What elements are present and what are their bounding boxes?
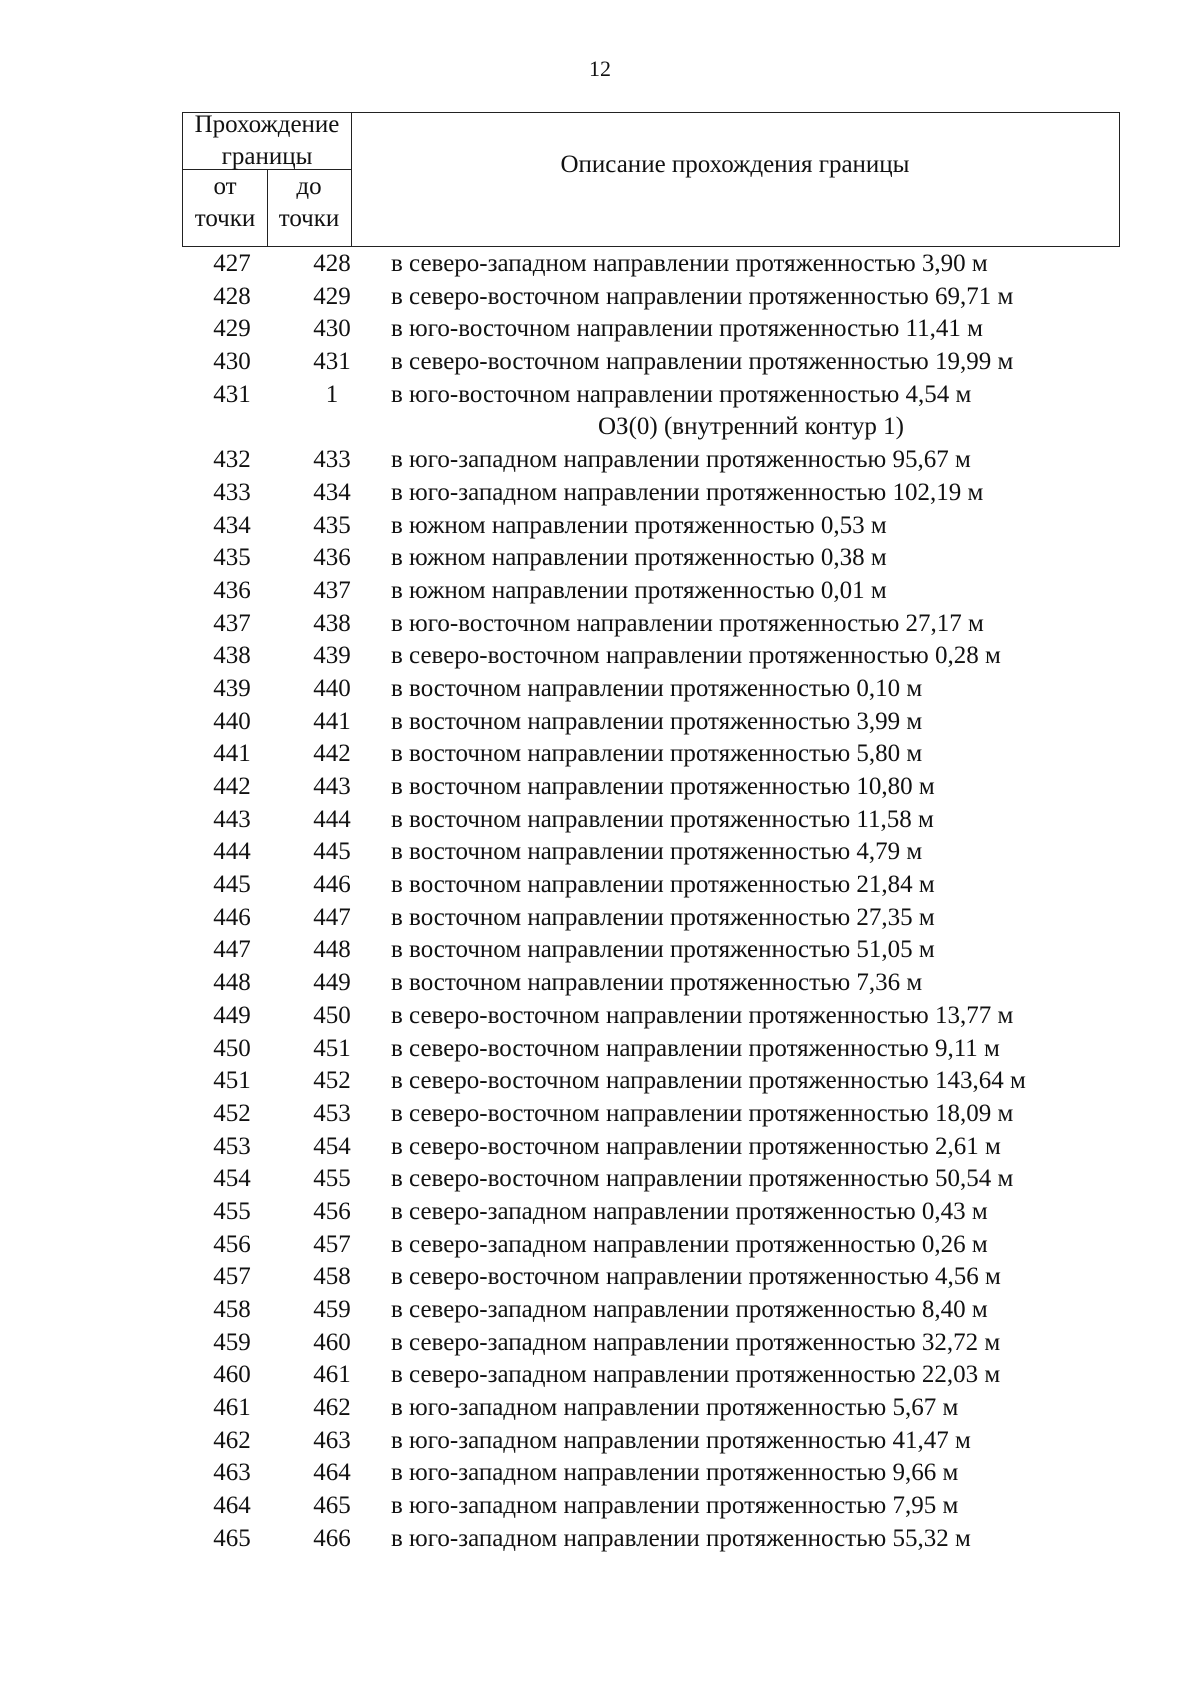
boundary-description: в северо-западном направлении протяженностью 0,26 м [391,1230,988,1258]
boundary-description: в северо-восточном направлении протяженностью 69,71 м [391,282,1014,310]
to-point: 455 [313,1165,351,1193]
header-from-label: от точки [194,173,256,232]
table-row [0,1131,1200,1164]
from-point: 434 [213,511,251,539]
boundary-description: в северо-западном направлении протяженностью 22,03 м [391,1361,1001,1389]
boundary-description: в северо-западном направлении протяженностью 0,43 м [391,1197,988,1225]
to-point: 466 [313,1524,351,1552]
from-point: 448 [213,969,251,997]
boundary-description: в юго-западном направлении протяженностью 7,95 м [391,1492,959,1520]
to-point: 451 [313,1034,351,1062]
table-row [0,673,1200,706]
from-point: 428 [213,282,251,310]
boundary-description: в северо-восточном направлении протяженностью 50,54 м [391,1165,1014,1193]
from-point: 457 [213,1263,251,1291]
table-row [0,1294,1200,1327]
to-point: 464 [313,1459,351,1487]
boundary-description: в северо-восточном направлении протяженностью 143,64 м [391,1067,1026,1095]
from-point: 442 [213,773,251,800]
to-point: 453 [313,1099,351,1127]
boundary-description: в юго-западном направлении протяженностью 102,19 м [391,478,984,506]
boundary-description: в восточном направлении протяженностью 10,80 м [391,773,935,800]
table-row [0,477,1200,510]
table-row [0,934,1200,967]
boundary-description: в восточном направлении протяженностью 11,58 м [391,805,934,833]
table-row [0,1457,1200,1490]
table-row [0,836,1200,869]
table-row [0,1163,1200,1196]
table-row [0,281,1200,314]
from-point: 460 [213,1361,251,1389]
boundary-description: в юго-восточном направлении протяженностью 11,41 м [391,315,983,343]
boundary-description: в юго-восточном направлении протяженностью 27,17 м [391,609,984,637]
to-point: 459 [313,1296,351,1323]
to-point: 429 [313,282,351,310]
table-row [0,510,1200,543]
table-row [0,902,1200,935]
from-point: 455 [213,1197,251,1225]
boundary-description: в восточном направлении протяженностью 5,80 м [391,740,923,768]
table-row [0,1523,1200,1556]
table-row [0,608,1200,641]
to-point: 452 [313,1067,351,1095]
boundary-description: в южном направлении протяженностью 0,38 м [391,544,887,572]
to-point: 441 [313,707,351,735]
table-body [0,248,1200,1556]
header-to-label: до точки [278,173,340,232]
to-point: 437 [313,576,351,604]
from-point: 446 [213,903,251,931]
table-row [0,1261,1200,1294]
boundary-description: в восточном направлении протяженностью 27,35 м [391,903,935,931]
from-point: 445 [213,871,251,899]
boundary-description: в юго-западном направлении протяженностью 41,47 м [391,1426,971,1454]
boundary-description: в северо-восточном направлении протяженностью 19,99 м [391,348,1014,376]
to-point: 444 [313,805,351,833]
from-point: 433 [213,478,251,506]
from-point: 429 [213,315,251,343]
boundary-description: в северо-восточном направлении протяженностью 18,09 м [391,1099,1014,1127]
header-description-label: Описание прохождения границы [560,151,910,178]
boundary-description: в северо-восточном направлении протяженностью 2,61 м [391,1132,1001,1160]
table-row [0,1392,1200,1425]
table-row [0,1359,1200,1392]
table-row [0,869,1200,902]
table-row [0,1229,1200,1262]
boundary-description: в северо-восточном направлении протяженностью 4,56 м [391,1263,1001,1291]
from-point: 443 [213,805,251,833]
page-number: 12 [589,56,611,81]
from-point: 450 [213,1034,251,1062]
table-header [182,112,1120,247]
boundary-description: в южном направлении протяженностью 0,01 м [391,576,887,604]
table-row [0,313,1200,346]
boundary-description: в восточном направлении протяженностью 7,36 м [391,969,923,997]
table-row [0,738,1200,771]
to-point: 449 [313,969,351,997]
table-row [0,1327,1200,1360]
to-point: 465 [313,1492,351,1520]
to-point: 434 [313,478,351,506]
to-point: 436 [313,544,351,572]
table-row [0,1098,1200,1131]
to-point: 460 [313,1328,351,1356]
from-point: 449 [213,1001,251,1029]
table-row [0,444,1200,477]
to-point: 431 [313,348,351,376]
section-row [0,411,1200,444]
boundary-description: в северо-западном направлении протяженностью 3,90 м [391,250,988,277]
from-point: 451 [213,1067,251,1095]
table-row [0,1000,1200,1033]
from-point: 427 [213,250,251,277]
boundary-description: в южном направлении протяженностью 0,53 м [391,511,887,539]
table-row [0,804,1200,837]
to-point: 448 [313,936,351,964]
to-point: 456 [313,1197,351,1225]
table-row [0,542,1200,575]
from-point: 438 [213,642,251,670]
from-point: 459 [213,1328,251,1356]
to-point: 450 [313,1001,351,1029]
to-point: 454 [313,1132,351,1160]
boundary-description: в восточном направлении протяженностью 4,79 м [391,838,923,866]
boundary-description: в юго-восточном направлении протяженностью 4,54 м [391,380,972,408]
to-point: 457 [313,1230,351,1258]
to-point: 428 [313,250,351,277]
to-point: 445 [313,838,351,866]
table-row [0,248,1200,281]
from-point: 447 [213,936,251,964]
boundary-description: в восточном направлении протяженностью 3,99 м [391,707,923,735]
boundary-description: в северо-западном направлении протяженностью 32,72 м [391,1328,1001,1356]
table-row [0,379,1200,412]
to-point: 442 [313,740,351,768]
table-row [0,346,1200,379]
from-point: 458 [213,1296,251,1323]
from-point: 440 [213,707,251,735]
from-point: 464 [213,1492,251,1520]
to-point: 435 [313,511,351,539]
boundary-description: в северо-восточном направлении протяженностью 0,28 м [391,642,1001,670]
from-point: 453 [213,1132,251,1160]
boundary-description: в северо-восточном направлении протяженностью 13,77 м [391,1001,1014,1029]
table-row [0,1196,1200,1229]
from-point: 461 [213,1394,251,1422]
from-point: 432 [213,446,251,474]
from-point: 439 [213,674,251,702]
boundary-description: в восточном направлении протяженностью 21,84 м [391,871,935,899]
from-point: 465 [213,1524,251,1552]
from-point: 452 [213,1099,251,1127]
to-point: 1 [325,380,339,408]
boundary-description: в восточном направлении протяженностью 0,10 м [391,674,923,702]
table-row [0,771,1200,804]
boundary-description: в восточном направлении протяженностью 51,05 м [391,936,935,964]
boundary-description: в юго-западном направлении протяженностью 5,67 м [391,1394,959,1422]
table-row [0,1425,1200,1458]
to-point: 461 [313,1361,351,1389]
from-point: 441 [213,740,251,768]
to-point: 440 [313,674,351,702]
to-point: 446 [313,871,351,899]
to-point: 462 [313,1394,351,1422]
to-point: 433 [313,446,351,474]
from-point: 462 [213,1426,251,1454]
boundary-description: в северо-западном направлении протяженностью 8,40 м [391,1296,988,1323]
to-point: 443 [313,773,351,800]
to-point: 463 [313,1426,351,1454]
table-row [0,640,1200,673]
from-point: 463 [213,1459,251,1487]
boundary-description: в юго-западном направлении протяженностью 55,32 м [391,1524,971,1552]
to-point: 438 [313,609,351,637]
header-group-label: Прохождение границы [194,111,340,170]
to-point: 447 [313,903,351,931]
from-point: 436 [213,576,251,604]
boundary-description: в юго-западном направлении протяженностью 9,66 м [391,1459,959,1487]
from-point: 431 [213,380,251,408]
from-point: 456 [213,1230,251,1258]
from-point: 454 [213,1165,251,1193]
from-point: 430 [213,348,251,376]
to-point: 430 [313,315,351,343]
from-point: 444 [213,838,251,866]
table-row [0,1490,1200,1523]
to-point: 458 [313,1263,351,1291]
to-point: 439 [313,642,351,670]
boundary-description: в юго-западном направлении протяженностью 95,67 м [391,446,971,474]
from-point: 435 [213,544,251,572]
table-row [0,575,1200,608]
table-row [0,967,1200,1000]
section-title: ОЗ(0) (внутренний контур 1) [597,413,904,441]
table-row [0,706,1200,739]
table-row [0,1033,1200,1066]
table-row [0,1065,1200,1098]
from-point: 437 [213,609,251,637]
boundary-description: в северо-восточном направлении протяженностью 9,11 м [391,1034,1000,1062]
